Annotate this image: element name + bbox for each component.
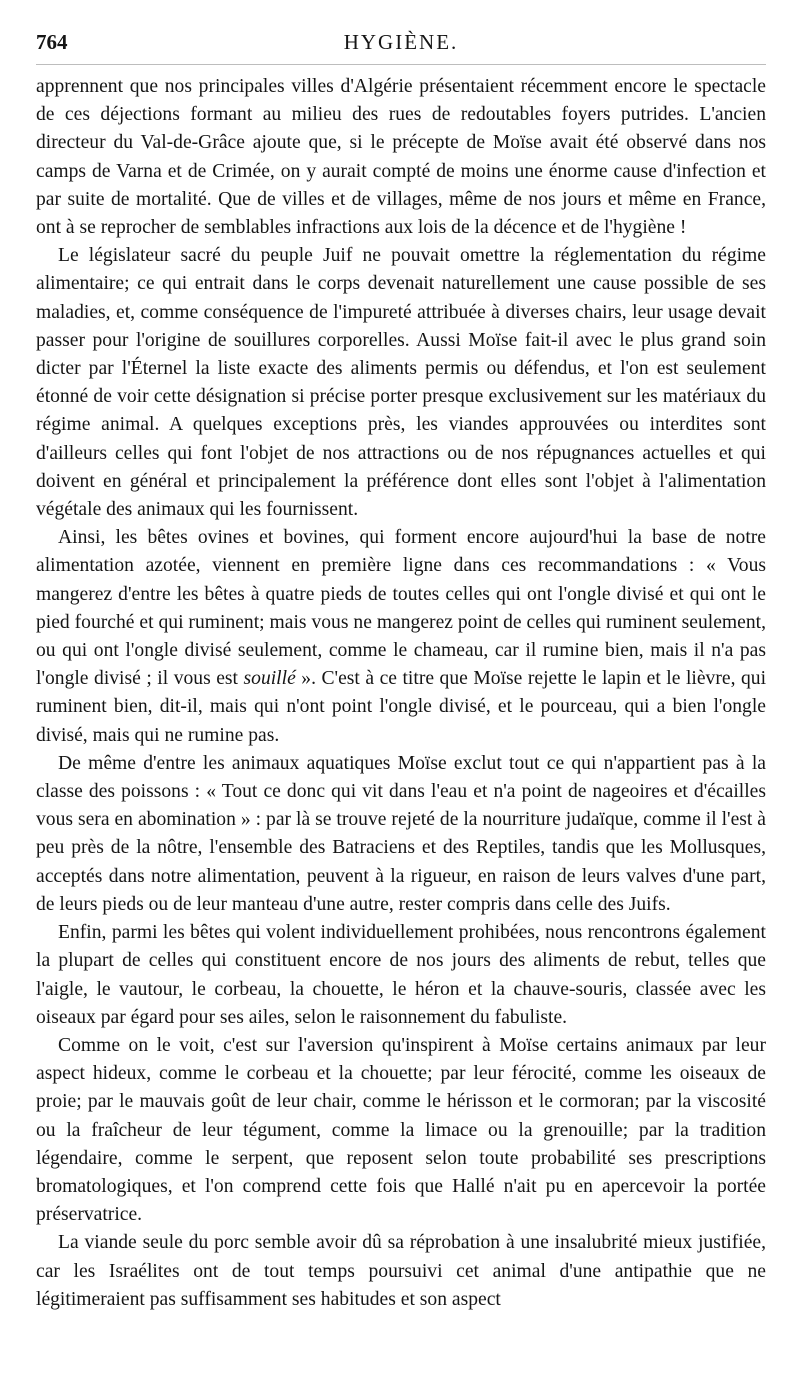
paragraph-text: apprennent que nos principales villes d'Algérie présentaient récemment encore le spectacle de ces déjections formant au milieu des rues de redoutables foyers putrides. L'ancien directeur du Val-de-Grâce ajoute que, si le précepte de Moïse avait été observé dans nos camps de Varna et de Crimée, on y aurait compté de moins une énorme cause d'infection et par suite de mortalité. Que de villes et de villages, même de nos jours et même en France, ont à se reprocher de semblables infractions aux lois de la décence et de l'hygiène ! [36, 76, 766, 239]
paragraph-text: Ainsi, les bêtes ovines et bovines, qui forment encore aujourd'hui la base de notre alimentation azotée, viennent en première ligne dans ces recommandations : « Vous mangerez d'entre les bêtes à quatre pieds de toutes celles qui ont l'ongle divisé et qui ont le pied fourché et qui ruminent; mais vous ne mangerez point de celles qui ruminent seulement, ou qui ont l'ongle divisé seulement, comme le chameau, car il rumine bien, mais il n'a pas l'ongle divisé ; il vous est [36, 527, 766, 690]
paragraph [36, 1032, 766, 1229]
paragraph-text: Le législateur sacré du peuple Juif ne pouvait omettre la réglementation du régime alimentaire; ce qui entrait dans le corps devenait naturellement une cause possible de ses maladies, et, comme conséquence de l'impureté attribuée à diverses chairs, leur usage devait passer pour l'origine de souillures corporelles. Aussi Moïse fait-il avec le plus grand soin dicter par l'Éternel la liste exacte des aliments permis ou défendus, et l'on est seulement étonné de voir cette désignation si précise porter presque exclusivement sur les matériaux du régime animal. A quelques exceptions près, les viandes approuvées ou interdites sont d'ailleurs celles qui font l'objet de nos attractions ou de nos répugnances actuelles et qui doivent en général et principalement la préférence dont elles sont l'objet à l'alimentation végétale des animaux qui les fournissent. [36, 245, 766, 521]
paragraph-text: La viande seule du porc semble avoir dû sa réprobation à une insalubrité mieux justifiée, car les Israélites ont de tout temps poursuivi cet animal d'une antipathie que ne légitimeraient pas suffisamment ses habitudes et son aspect [36, 1232, 766, 1310]
emphasized-word: souillé [243, 668, 296, 690]
paragraph [36, 1229, 766, 1314]
paragraph-text: Comme on le voit, c'est sur l'aversion qu'inspirent à Moïse certains animaux par leur aspect hideux, comme le corbeau et la chouette; par leur férocité, comme les oiseaux de proie; par le mauvais goût de leur chair, comme le hérisson et le cormoran; par la viscosité ou la fraîcheur de leur tégument, comme la limace ou la grenouille; par la tradition légendaire, comme le serpent, que reposent selon toute probabilité ses prescriptions bromatologiques, et l'on comprend cette fois que Hallé n'ait pu en apercevoir la portée préservatrice. [36, 1034, 766, 1226]
paragraph-text-continued: ». C'est à ce titre que Moïse rejette le lapin et le lièvre, qui ruminent bien, dit-il, mais qui n'ont point l'ongle divisé, et le pourceau, qui a bien l'ongle divisé, mais qui ne rumine pas. [36, 668, 767, 746]
page-body [36, 73, 766, 1314]
paragraph [36, 242, 766, 524]
paragraph-text: Enfin, parmi les bêtes qui volent individuellement prohibées, nous rencontrons également la plupart de celles qui constituent encore de nos jours des aliments de rebut, telles que l'aigle, le vautour, le corbeau, la chouette, le héron et la chauve-souris, classée avec les oiseaux par égard pour ses ailes, selon le raisonnement du fabuliste. [36, 922, 766, 1028]
paragraph-text: De même d'entre les animaux aquatiques Moïse exclut tout ce qui n'appartient pas à la classe des poissons : « Tout ce donc qui vit dans l'eau et n'a point de nageoires et d'écailles vous sera en abomination » : par là se trouve rejeté de la nourriture judaïque, comme il l'est à peu près de la nôtre, l'ensemble des Batraciens et des Reptiles, tandis que les Mollusques, acceptés dans notre alimentation, peuvent à la rigueur, en raison de leurs valves d'une part, de leurs pieds ou de leur manteau d'une autre, rester compris dans celle des Juifs. [36, 752, 766, 915]
page-number: 764 [36, 30, 68, 54]
paragraph [36, 73, 766, 242]
paragraph [36, 919, 766, 1032]
paragraph [36, 750, 766, 919]
running-title: HYGIÈNE. [343, 30, 459, 54]
paragraph [36, 524, 766, 750]
page-header [36, 26, 766, 65]
